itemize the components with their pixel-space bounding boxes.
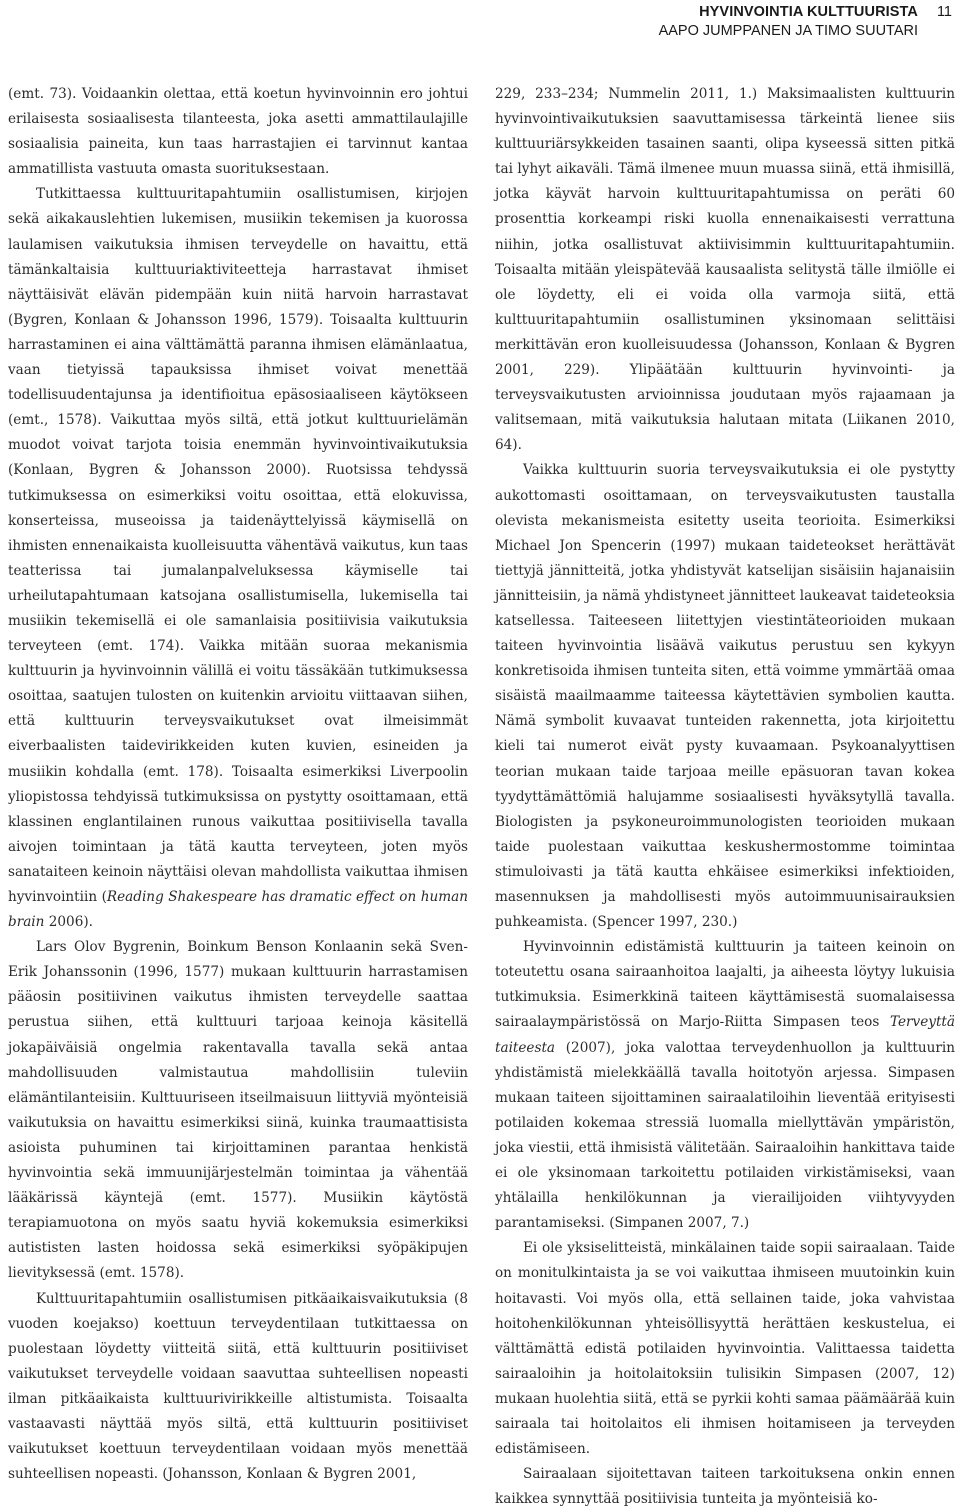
running-authors: AAPO JUMPPANEN JA TIMO SUUTARI	[658, 23, 918, 39]
paragraph-text: 2006).	[44, 914, 93, 931]
paragraph: Ei ole yksiselitteistä, minkälainen taide sopii sairaalaan. Taide on monitulkintaista ja se voi vaikuttaa ihmiseen muutoinkin kuin hoitavasti. Voi myös olla, että sellainen taide, joka vahvistaa hoitohenkilökunnan yhteisöllisyyttä herättäen keskustelua, ei välttämättä edistä potilaiden hyvinvointia. Valittaessa taidetta sairaaloihin ja hoitolaitoksiin tulisikin Simpasen (2007, 12) mukaan huolehtia siitä, että se pyrkii kohti samaa päämäärää kuin sairaala tai hoitolaitos eli ihmisen hoitamiseen ja terveyden edistämiseen.	[495, 1240, 955, 1458]
paragraph: Sairaalaan sijoitettavan taiteen tarkoituksena onkin ennen kaikkea synnyttää positiivisia tunteita ja myönteisiä ko-	[495, 1466, 955, 1508]
italic-title: Terveyttä taiteesta	[495, 1014, 955, 1056]
running-title: HYVINVOINTIA KULTTUURISTA	[699, 4, 918, 20]
running-header	[452, 4, 952, 48]
paragraph: Lars Olov Bygrenin, Boinkum Benson Konlaanin sekä Sven-Erik Johanssonin (1996, 1577) mukaan kulttuurin harrastamisen pääosin positiivinen vaikutus ihmisten terveydelle saattaa perustua siihen, että kulttuuri tarjoaa keinoja käsitellä jokapäiväisiä ongelmia rakentavalla tavalla sekä antaa mahdollisuuden valmistautua mahdollisiin tuleviin elämäntilanteisiin. Kulttuuriseen itseilmaisuun liittyviä myönteisiä vaikutuksia on havaittu esimerkiksi siinä, kuinka traumaattisista asioista puhuminen tai kirjoittaminen parantaa henkistä hyvinvointia sekä immuunijärjestelmän toimintaa ja vähentää lääkärissä käyntejä (emt. 1577). Musiikin käytöstä terapiamuotona on myös saatu hyviä kokemuksia esimerkiksi autististen lasten hoidossa sekä esimerkiksi syöpäkipujen lievityksessä (emt. 1578).	[8, 939, 468, 1282]
paragraph: (emt. 73). Voidaankin olettaa, että koetun hyvinvoinnin ero johtui erilaisesta sosiaalisesta tilanteesta, joka asetti ammattilaulajille sosiaalisia paineita, kun taas harrastajien ei tarvinnut kantaa ammatillista vastuuta omasta suorituksestaan.	[8, 86, 468, 178]
paragraph-text: Hyvinvoinnin edistämistä kulttuurin ja taiteen keinoin on toteutettu osana sairaanhoitoa laajalti, ja aiheesta löytyy lukuisia tutkimuksia. Esimerkkinä taiteen käyttämisestä suomalaisessa sairaalaympäristössä on Marjo-Riitta Simpasen teos	[495, 939, 955, 1031]
page-number: 11	[936, 4, 952, 20]
paragraph-text: Tutkittaessa kulttuuritapahtumiin osallistumisen, kirjojen sekä aikakauslehtien lukemisen, musiikin tekemisen ja kuorossa laulamisen vaikutuksia ihmisen terveydelle on havaittu, että tämänkaltaisia kulttuuriaktiviteetteja harrastavat ihmiset näyttäisivät elävän pidempään kuin niitä harvoin harrastavat (Bygren, Konlaan & Johansson 1996, 1579). Toisaalta kulttuurin harrastaminen ei aina välttämättä paranna ihmisen elämänlaatua, vaan tietyissä tapauksissa ihmiset voivat menettää todellisuudentajunsa ja identifioitua epäsosiaaliseen käytökseen (emt., 1578). Vaikuttaa myös siltä, että jotkut kulttuurielämän muodot voivat tarjota toisia enemmän hyvinvointivaikutuksia (Konlaan, Bygren & Johansson 2000). Ruotsissa tehdyssä tutkimuksessa on esimerkiksi voitu osoittaa, että elokuvissa, konserteissa, museoissa ja taidenäyttelyissä käymisellä on ihmisten ennenaikaista kuolleisuutta vähentävä vaikutus, kun taas teatterissa tai jumalanpalveluksessa käymiselle tai urheilutapahtumaan katsojana osallistumisella, lukemisella tai musiikin tekemisellä ei ole samanlaisia positiivisia vaikutuksia terveyteen (emt. 174). Vaikka mitään suoraa mekanismia kulttuurin ja hyvinvoinnin välillä ei voitu tässäkään tutkimuksessa osoittaa, saatujen tulosten on kuitenkin arvioitu viittaavan siihen, että kulttuurin terveysvaikutukset ovat ilmeisimmät eiverbaalisten taidevirikkeiden kuten kuvien, esineiden ja musiikin kohdalla (emt. 178). Toisaalta esimerkiksi Liverpoolin yliopistossa tehdyissä tutkimuksissa on pystytty osoittamaan, että klassinen englantilainen runous vaikuttaa positiivisella tavalla aivojen toimintaan ja tätä kautta terveyteen, joten myös sanataiteen keinoin näyttäisi olevan mahdollista vaikuttaa ihmisen hyvinvointiin (	[8, 186, 468, 905]
paragraph-text: (2007), joka valottaa terveydenhuollon ja kulttuurin yhdistämistä mielekkäällä tavalla hoitotyön arjessa. Simpasen mukaan taiteen sijoittaminen sairaalatiloihin lieventää erityisesti potilaiden kokemaa stressiä luomalla miellyttävän ympäristön, joka viestii, että ihmisistä välitetään. Sairaaloihin hankittava taide ei ole yksinomaan tarkoitettu potilaiden virkistämiseksi, vaan yhtälailla henkilökunnan ja vierailijoiden viihtyvyyden parantamiseksi. (Simpanen 2007, 7.)	[495, 1039, 955, 1232]
paragraph: 229, 233–234; Nummelin 2011, 1.) Maksimaalisten kulttuurin hyvinvointivaikutuksien saavuttamisessa tärkeintä lienee siis kulttuuriärsykkeiden tasainen saanti, olipa kyseessä sitten pitkä tai lyhyt aikaväli. Tämä ilmenee muun muassa siinä, että ihmisillä, jotka käyvät harvoin kulttuuritapahtumissa on peräti 60 prosenttia korkeampi riski kuolla ennenaikaisesti verrattuna niihin, jotka osallistuvat aktiivisimmin kulttuuritapahtumiin. Toisaalta mitään yleispätevää kausaalista selitystä tälle ilmiölle ei ole löydetty, eli ei voida olla varmoja siitä, että kulttuuritapahtumiin osallistuminen yksinomaan selittäisi merkittävän eron kuolleisuudessa (Johansson, Konlaan & Bygren 2001, 229). Ylipäätään kulttuurin hyvinvointi- ja terveysvaikutusten arvioinnissa joudutaan myös rajaamaan ja valitsemaan, mitä vaikutuksia halutaan mitata (Liikanen 2010, 64).	[495, 86, 955, 454]
paragraph: Kulttuuritapahtumiin osallistumisen pitkäaikaisvaikutuksia (8 vuoden koejakso) koettuun terveydentilaan tutkittaessa on puolestaan löydetty viitteitä siitä, että kulttuurin positiiviset vaikutukset terveydelle voidaan saavuttaa suhteellisen nopeasti ilman pitkäaikaista kulttuurivirikkeille altistumista. Toisaalta vastaavasti näyttää myös siltä, että kulttuurin positiiviset vaikutukset koettuun terveydentilaan voidaan myös menettää suhteellisen nopeasti. (Johansson, Konlaan & Bygren 2001,	[8, 1290, 468, 1483]
paragraph	[8, 182, 468, 935]
right-column	[495, 82, 955, 1512]
paragraph	[495, 935, 955, 1236]
left-column	[8, 82, 468, 1487]
paragraph: Vaikka kulttuurin suoria terveysvaikutuksia ei ole pystytty aukottomasti osoittamaan, on terveysvaikutusten taustalla olevista mekanismeista esitetty useita teorioita. Esimerkiksi Michael Jon Spencerin (1997) mukaan taideteokset herättävät tiettyjä jännitteitä, jotka yhdistyvät katselijan sisäisiin hajanaisiin jännitteisiin, ja nämä yhdistyneet jännitteet laukeavat taideteoksia katsellessa. Taiteeseen liitettyjen viestintäteorioiden mukaan taiteen hyvinvointia lisäävä vaikutus perustuu sen kykyyn konkretisoida ihmisen tunteita siten, että voimme ymmärtää omaa sisäistä maailmaamme taiteessa käytettävien symbolien kautta. Nämä symbolit kuvaavat tunteiden rakennetta, jota kirjoitettu kieli tai numerot eivät pysty kuvaamaan. Psykoanalyyttisen teorian mukaan taide tarjoaa meille epäsuoran tavan kokea tyydyttämättömiä halujamme sosiaalisesti hyväksytyllä tavalla. Biologisten ja psykoneuroimmunologisten teorioiden mukaan taide puolestaan vaikuttaa keskushermostomme toimintaa stimuloivasti ja tätä kautta ehkäisee esimerkiksi infektioiden, masennuksen ja mahdollisesti myös autoimmuunisairauksien puhkeamista. (Spencer 1997, 230.)	[495, 462, 955, 931]
italic-title: Reading Shakespeare has dramatic effect on human brain	[8, 889, 468, 931]
